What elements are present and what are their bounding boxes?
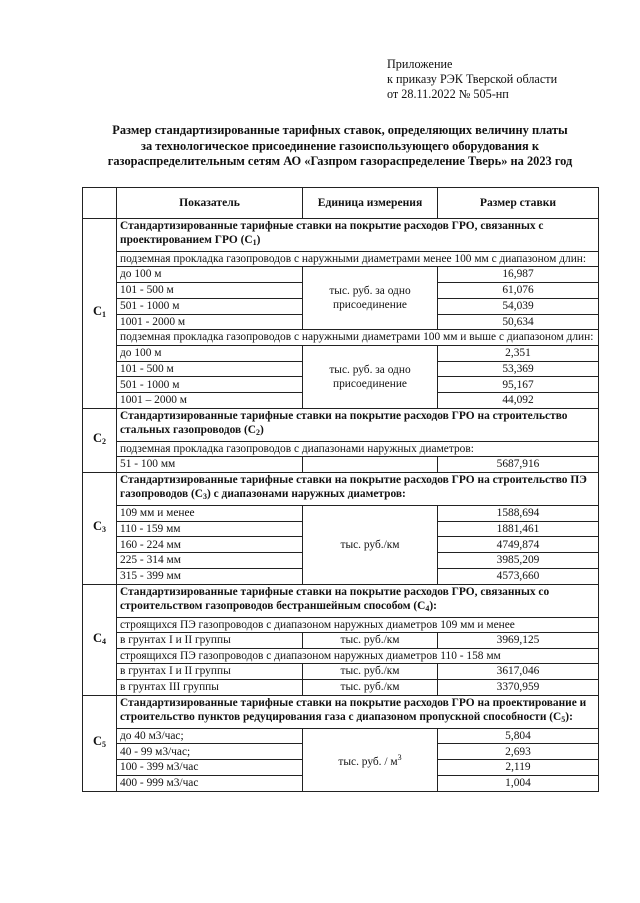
unit-text: тыс. руб./км: [340, 634, 400, 647]
section-title-text: Стандартизированные тарифные ставки на покрытие расходов ГРО, связанных со строительством газопроводов бестраншейным способом (C: [120, 585, 550, 613]
group-code: [83, 584, 117, 695]
header-row: [83, 188, 599, 219]
section-title-index: 2: [256, 428, 261, 438]
item-label: до 100 м: [117, 345, 303, 361]
section-title-text: Стандартизированные тарифные ставки на покрытие расходов ГРО, связанных с проектированием ГРО (C: [120, 220, 544, 247]
table-row: [83, 473, 599, 506]
appendix-block: [387, 57, 627, 102]
group-code-index: 3: [102, 525, 107, 535]
rate-value: 4573,660: [438, 569, 599, 585]
table-row: [83, 633, 599, 649]
rate-value: 3985,209: [438, 553, 599, 569]
item-label: 1001 – 2000 м: [117, 393, 303, 409]
unit-cell: [303, 680, 438, 696]
rate-value: 95,167: [438, 377, 599, 393]
note-text: строящихся ПЭ газопроводов с диапазоном наружных диаметров 110 - 158 мм: [117, 648, 599, 663]
table-row: [83, 219, 599, 252]
table-row: [83, 345, 599, 361]
appendix-line: Приложение: [387, 57, 453, 71]
unit-cell: [303, 345, 438, 408]
rate-value: 1,004: [438, 776, 599, 792]
unit-text: тыс. руб. за одно присоединение: [329, 363, 411, 390]
section-title: [117, 695, 599, 728]
item-label: 1001 - 2000 м: [117, 314, 303, 330]
table-row: [83, 664, 599, 680]
rate-value: 3617,046: [438, 664, 599, 680]
table-row: [83, 680, 599, 696]
group-code: [83, 219, 117, 409]
note-text: строящихся ПЭ газопроводов с диапазоном наружных диаметров 109 мм и менее: [117, 617, 599, 632]
note-text: подземная прокладка газопроводов с диапазонами наружных диаметров:: [117, 441, 599, 456]
header-unit: Единица измерения: [303, 188, 438, 219]
table-row: [83, 695, 599, 728]
group-code-index: 4: [102, 636, 107, 646]
table-row: [83, 728, 599, 744]
title-line: за технологическое присоединение газоиспользующего оборудования к: [141, 138, 539, 153]
item-label: 40 - 99 м3/час;: [117, 744, 303, 760]
group-code: [83, 409, 117, 473]
section-title: [117, 409, 599, 442]
item-label: 101 - 500 м: [117, 361, 303, 377]
unit-cell: [303, 633, 438, 649]
item-label: в грунтах I и II группы: [117, 633, 303, 649]
item-label: до 100 м: [117, 267, 303, 283]
group-code-letter: C: [92, 734, 103, 749]
header-code: [83, 188, 117, 219]
section-title: [117, 219, 599, 252]
section-title-index: 5: [561, 715, 566, 725]
item-label: 400 - 999 м3/час: [117, 776, 303, 792]
item-label: в грунтах I и II группы: [117, 664, 303, 680]
unit-cell: [303, 664, 438, 680]
unit-cell: [303, 728, 438, 791]
item-label: 100 - 399 м3/час: [117, 760, 303, 776]
table-row: [83, 457, 599, 473]
rate-value: 4749,874: [438, 537, 599, 553]
rate-value: 61,076: [438, 283, 599, 299]
item-label: 109 мм и менее: [117, 505, 303, 521]
section-title-tail: ): [256, 234, 261, 247]
section-title-tail: ) с диапазонами наружных диаметров:: [207, 488, 406, 501]
unit-superscript: 3: [397, 752, 402, 762]
rate-value: 3969,125: [438, 633, 599, 649]
unit-text: тыс. руб. за одно присоединение: [329, 284, 411, 312]
rate-value: 5,804: [438, 728, 599, 744]
table-row: [83, 617, 599, 632]
group-code-letter: C: [92, 304, 103, 319]
group-code: [83, 695, 117, 791]
table-row: [83, 441, 599, 456]
unit-text: тыс. руб./км: [340, 538, 400, 551]
rate-value: 44,092: [438, 393, 599, 409]
rate-value: 1881,461: [438, 521, 599, 537]
section-title-text: Стандартизированные тарифные ставки на покрытие расходов ГРО на строительство стальных газопроводов (C: [120, 410, 568, 437]
item-label: 225 - 314 мм: [117, 553, 303, 569]
unit-cell: [303, 457, 438, 473]
group-code-letter: C: [92, 519, 103, 534]
rate-value: 1588,694: [438, 505, 599, 521]
item-label: 501 - 1000 м: [117, 298, 303, 314]
title-line: Размер стандартизированные тарифных ставок, определяющих величину платы: [112, 123, 568, 137]
rate-value: 53,369: [438, 361, 599, 377]
table-row: [83, 409, 599, 442]
header-indicator: Показатель: [117, 188, 303, 219]
section-title-text: Стандартизированные тарифные ставки на покрытие расходов ГРО на строительство ПЭ газопроводов (C: [120, 474, 587, 501]
rate-value: 3370,959: [438, 680, 599, 696]
table-row: [83, 584, 599, 617]
table-row: [83, 330, 599, 345]
section-title: [117, 584, 599, 617]
group-code: [83, 473, 117, 585]
title-line: газораспределительным сетям АО «Газпром газораспределение Тверь» на 2023 год: [107, 154, 573, 168]
item-label: 315 - 399 мм: [117, 569, 303, 585]
rates-table: [82, 187, 599, 792]
unit-cell: [303, 505, 438, 584]
header-rate: Размер ставки: [438, 188, 599, 219]
item-label: 160 - 224 мм: [117, 537, 303, 553]
unit-cell: [303, 267, 438, 330]
section-title-index: 3: [203, 492, 208, 502]
section-title-tail: ):: [565, 711, 573, 724]
document-title: [70, 123, 610, 170]
unit-text: тыс. руб./км: [340, 665, 400, 678]
rate-value: 50,634: [438, 314, 599, 330]
group-code-letter: C: [92, 431, 103, 446]
group-code-index: 1: [102, 310, 107, 320]
rate-value: 54,039: [438, 298, 599, 314]
group-code-letter: C: [92, 630, 103, 645]
unit-text: тыс. руб./км: [340, 681, 400, 694]
item-label: 501 - 1000 м: [117, 377, 303, 393]
table-body: [83, 219, 599, 792]
section-title-index: 4: [425, 604, 430, 614]
group-code-index: 2: [102, 437, 107, 447]
table-header: [83, 188, 599, 219]
rate-value: 2,351: [438, 345, 599, 361]
rate-value: 2,693: [438, 744, 599, 760]
item-label: в грунтах III группы: [117, 680, 303, 696]
table-row: [83, 505, 599, 521]
note-text: подземная прокладка газопроводов с наружными диаметрами 100 мм и выше с диапазоном длин:: [117, 330, 599, 345]
section-title-text: Стандартизированные тарифные ставки на покрытие расходов ГРО на проектирование и строительство пунктов редуцирования газа с диапазоном пропускной способности (C: [120, 696, 587, 724]
section-title-index: 1: [252, 238, 257, 248]
rate-value: 16,987: [438, 267, 599, 283]
appendix-line: от 28.11.2022 № 505-нп: [387, 87, 509, 101]
item-label: 51 - 100 мм: [117, 457, 303, 473]
group-code-index: 5: [102, 740, 107, 750]
table-row: [83, 251, 599, 266]
rate-value: 5687,916: [438, 457, 599, 473]
section-title-tail: ):: [429, 600, 437, 613]
note-text: подземная прокладка газопроводов с наружными диаметрами менее 100 мм с диапазоном длин:: [117, 251, 599, 266]
item-label: 101 - 500 м: [117, 283, 303, 299]
appendix-line: к приказу РЭК Тверской области: [387, 72, 558, 86]
section-title-tail: ): [260, 424, 264, 437]
table-row: [83, 267, 599, 283]
item-label: 110 - 159 мм: [117, 521, 303, 537]
unit-text: тыс. руб. / м: [338, 755, 398, 768]
table-row: [83, 648, 599, 663]
rate-value: 2,119: [438, 760, 599, 776]
item-label: до 40 м3/час;: [117, 728, 303, 744]
section-title: [117, 473, 599, 506]
